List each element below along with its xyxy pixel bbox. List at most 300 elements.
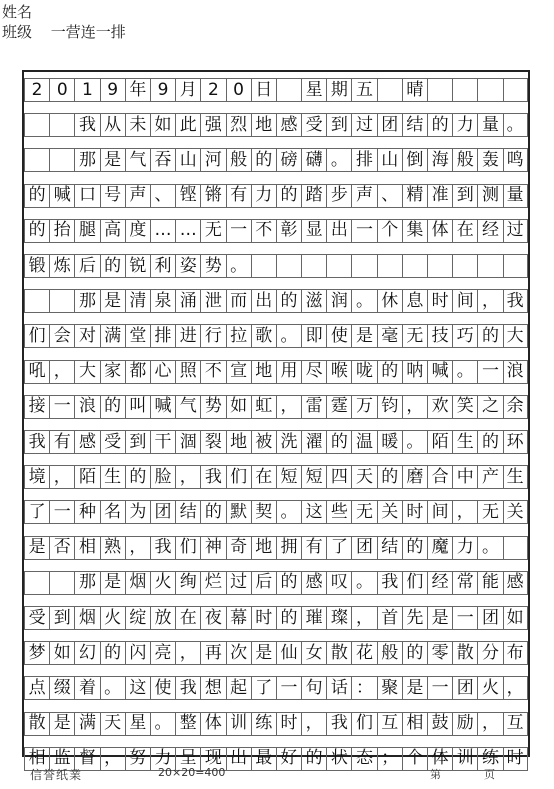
paper-line — [24, 148, 528, 172]
grid-cell: 我 — [326, 712, 351, 736]
grid-cell: 磅 — [276, 148, 301, 172]
grid-cell: 不 — [200, 360, 225, 384]
grid-cell — [477, 78, 502, 102]
paper-line — [24, 184, 528, 208]
paper-line — [24, 500, 528, 524]
grid-cell — [503, 536, 528, 560]
grid-cell: 在 — [175, 606, 200, 630]
grid-cell: 踏 — [301, 184, 326, 208]
grid-cell: 我 — [377, 571, 402, 595]
grid-cell: 吼 — [24, 360, 49, 384]
grid-cell: 团 — [377, 113, 402, 137]
grid-cell: 宣 — [226, 360, 251, 384]
paper-line — [24, 747, 528, 771]
grid-cell: 过 — [503, 219, 528, 243]
grid-cell: 一 — [226, 219, 251, 243]
grid-cell: 强 — [200, 113, 225, 137]
grid-cell: 的 — [276, 571, 301, 595]
grid-cell: 个 — [402, 747, 427, 771]
grid-cell: 默 — [226, 500, 251, 524]
grid-cell: ， — [100, 747, 125, 771]
grid-cell: 在 — [452, 219, 477, 243]
grid-cell: 轰 — [477, 148, 502, 172]
grid-cell: 这 — [301, 500, 326, 524]
grid-cell: 雷 — [301, 395, 326, 419]
grid-cell: ， — [503, 676, 528, 700]
grid-cell — [24, 571, 49, 595]
grid-cell: 想 — [200, 676, 225, 700]
grid-cell: 陌 — [427, 430, 452, 454]
grid-cell — [427, 254, 452, 278]
grid-cell: 经 — [477, 219, 502, 243]
grid-cell: 有 — [301, 536, 326, 560]
grid-cell: 。 — [503, 113, 528, 137]
grid-cell: ， — [49, 465, 74, 489]
grid-cell — [351, 254, 376, 278]
grid-cell: 叹 — [326, 571, 351, 595]
grid-cell: 布 — [503, 641, 528, 665]
grid-cell: 受 — [100, 430, 125, 454]
grid-cell: 们 — [351, 712, 376, 736]
grid-cell: 堂 — [125, 324, 150, 348]
page-suffix: 页 — [484, 768, 495, 781]
grid-cell: 关 — [503, 500, 528, 524]
grid-cell: 否 — [49, 536, 74, 560]
grid-cell: 锻 — [24, 254, 49, 278]
grid-cell — [503, 78, 528, 102]
grid-cell: 裂 — [200, 430, 225, 454]
grid-cell: 放 — [150, 606, 175, 630]
grid-cell: 。 — [226, 254, 251, 278]
grid-cell: 彰 — [276, 219, 301, 243]
grid-cell: 烟 — [74, 606, 99, 630]
grid-cell: 首 — [377, 606, 402, 630]
grid-cell: 地 — [251, 536, 276, 560]
grid-cell: 亮 — [150, 641, 175, 665]
grid-cell: 互 — [377, 712, 402, 736]
grid-cell: 的 — [24, 184, 49, 208]
grid-cell — [49, 289, 74, 313]
grid-cell: 出 — [251, 289, 276, 313]
grid-cell: 璨 — [326, 606, 351, 630]
grid-cell: 。 — [402, 430, 427, 454]
grid-cell: 团 — [477, 606, 502, 630]
grid-cell: 礴 — [301, 148, 326, 172]
grid-cell: 我 — [74, 113, 99, 137]
grid-cell: 感 — [503, 571, 528, 595]
grid-cell: 不 — [251, 219, 276, 243]
grid-cell: 仙 — [276, 641, 301, 665]
grid-cell: 准 — [427, 184, 452, 208]
grid-cell: 抬 — [49, 219, 74, 243]
grid-cell: ， — [452, 500, 477, 524]
grid-cell: 神 — [200, 536, 225, 560]
grid-cell: 尽 — [301, 360, 326, 384]
grid-cell: 团 — [452, 676, 477, 700]
grid-cell: 未 — [125, 113, 150, 137]
grid-cell: 会 — [49, 324, 74, 348]
grid-cell: 。 — [477, 536, 502, 560]
grid-cell: 幕 — [226, 606, 251, 630]
grid-cell: 些 — [326, 500, 351, 524]
grid-cell: 到 — [49, 606, 74, 630]
grid-cell: 时 — [276, 712, 301, 736]
grid-cell: 干 — [150, 430, 175, 454]
grid-cell: 点 — [24, 676, 49, 700]
grid-cell: 夜 — [200, 606, 225, 630]
name-label: 姓名 — [2, 3, 33, 21]
grid-cell: 在 — [251, 465, 276, 489]
grid-cell: 暖 — [377, 430, 402, 454]
grid-cell: 9 — [100, 78, 125, 102]
grid-cell: 的 — [377, 465, 402, 489]
grid-cell: 2 — [24, 78, 49, 102]
grid-cell: 日 — [251, 78, 276, 102]
grid-cell: 我 — [200, 465, 225, 489]
grid-cell: 的 — [276, 606, 301, 630]
grid-cell: 有 — [226, 184, 251, 208]
grid-cell: 感 — [276, 113, 301, 137]
paper-line — [24, 465, 528, 489]
grid-cell: 后 — [74, 254, 99, 278]
grid-cell: 是 — [251, 641, 276, 665]
grid-cell: 喊 — [150, 395, 175, 419]
grid-cell: 个 — [377, 219, 402, 243]
grid-cell: 的 — [477, 324, 502, 348]
grid-cell: 照 — [175, 360, 200, 384]
grid-cell: 闪 — [125, 641, 150, 665]
grid-cell: 散 — [24, 712, 49, 736]
grid-cell: 相 — [402, 712, 427, 736]
grid-cell: 的 — [276, 184, 301, 208]
grid-cell: 到 — [452, 184, 477, 208]
grid-cell: ， — [351, 606, 376, 630]
grid-cell: ， — [477, 712, 502, 736]
grid-cell: 的 — [200, 500, 225, 524]
grid-cell: 一 — [49, 500, 74, 524]
grid-cell: 力 — [452, 113, 477, 137]
grid-cell: 过 — [226, 571, 251, 595]
grid-cell: 鼓 — [427, 712, 452, 736]
grid-cell: 体 — [427, 747, 452, 771]
grid-cell: 契 — [251, 500, 276, 524]
grid-cell: 短 — [276, 465, 301, 489]
grid-cell — [452, 254, 477, 278]
grid-cell: 喉 — [326, 360, 351, 384]
grid-cell: 笑 — [452, 395, 477, 419]
grid-cell: 余 — [503, 395, 528, 419]
grid-cell: 的 — [100, 395, 125, 419]
grid-cell: 时 — [402, 500, 427, 524]
grid-cell — [276, 254, 301, 278]
grid-cell: 着 — [74, 676, 99, 700]
grid-cell — [301, 254, 326, 278]
grid-cell — [377, 78, 402, 102]
grid-cell: 烈 — [226, 113, 251, 137]
grid-cell: 火 — [150, 571, 175, 595]
grid-cell: 接 — [24, 395, 49, 419]
grid-cell: 一 — [427, 676, 452, 700]
grid-cell: 次 — [226, 641, 251, 665]
grid-cell: 对 — [74, 324, 99, 348]
grid-cell: 受 — [301, 113, 326, 137]
grid-cell: 力 — [452, 536, 477, 560]
grid-cell: 那 — [74, 148, 99, 172]
paper-line — [24, 289, 528, 313]
grid-cell: 陌 — [74, 465, 99, 489]
grid-cell: 一 — [477, 360, 502, 384]
grid-cell: 无 — [402, 324, 427, 348]
grid-cell: ， — [301, 712, 326, 736]
grid-cell: 生 — [452, 430, 477, 454]
grid-cell: 了 — [24, 500, 49, 524]
grid-cell: … — [150, 219, 175, 243]
grid-cell: 体 — [427, 219, 452, 243]
grid-cell: 量 — [503, 184, 528, 208]
grid-cell: 拥 — [276, 536, 301, 560]
page-label: 第 — [430, 768, 441, 781]
grid-cell: 无 — [477, 500, 502, 524]
grid-cell: 间 — [452, 289, 477, 313]
grid-cell: 铿 — [175, 184, 200, 208]
grid-cell: 的 — [100, 641, 125, 665]
grid-cell: 度 — [125, 219, 150, 243]
grid-cell: 势 — [200, 395, 225, 419]
grid-cell: ： — [351, 676, 376, 700]
grid-cell: … — [175, 219, 200, 243]
grid-cell: 无 — [351, 500, 376, 524]
paper-line — [24, 113, 528, 137]
grid-cell: 无 — [200, 219, 225, 243]
grid-cell: 。 — [326, 148, 351, 172]
grid-cell: 后 — [251, 571, 276, 595]
grid-cell: 是 — [100, 289, 125, 313]
grid-cell: 家 — [100, 360, 125, 384]
composition-paper — [22, 70, 530, 769]
grid-cell: 受 — [24, 606, 49, 630]
grid-cell: 们 — [24, 324, 49, 348]
grid-cell: ， — [175, 641, 200, 665]
grid-cell: 感 — [74, 430, 99, 454]
grid-cell: 一 — [49, 395, 74, 419]
grid-cell: 绽 — [125, 606, 150, 630]
grid-cell: 的 — [402, 641, 427, 665]
grid-cell — [377, 254, 402, 278]
grid-cell: 了 — [326, 536, 351, 560]
grid-cell: 团 — [150, 500, 175, 524]
grid-cell: 满 — [74, 712, 99, 736]
grid-cell: 息 — [402, 289, 427, 313]
grid-cell: 的 — [301, 747, 326, 771]
grid-cell: 出 — [226, 747, 251, 771]
grid-cell: 期 — [326, 78, 351, 102]
grid-cell: 涸 — [175, 430, 200, 454]
paper-line — [24, 254, 528, 278]
grid-cell: 技 — [427, 324, 452, 348]
grid-cell: 了 — [251, 676, 276, 700]
grid-cell: 那 — [74, 571, 99, 595]
grid-cell: 的 — [326, 430, 351, 454]
grid-cell: 话 — [326, 676, 351, 700]
grid-cell: ， — [175, 465, 200, 489]
paper-line — [24, 676, 528, 700]
grid-cell: 是 — [100, 571, 125, 595]
date-line — [24, 78, 528, 102]
grid-cell: 的 — [477, 430, 502, 454]
grid-cell: 一 — [351, 219, 376, 243]
grid-cell: 的 — [402, 536, 427, 560]
grid-cell: 璀 — [301, 606, 326, 630]
grid-cell: 五 — [351, 78, 376, 102]
grid-cell: 的 — [125, 465, 150, 489]
grid-cell: 那 — [74, 289, 99, 313]
grid-cell: 起 — [226, 676, 251, 700]
grid-cell: 声 — [351, 184, 376, 208]
grid-cell: 势 — [200, 254, 225, 278]
grid-cell: 的 — [377, 360, 402, 384]
grid-cell: 们 — [402, 571, 427, 595]
grid-cell: 。 — [276, 500, 301, 524]
grid-cell: 歌 — [251, 324, 276, 348]
grid-cell: 先 — [402, 606, 427, 630]
grid-cell: 力 — [251, 184, 276, 208]
grid-cell — [326, 254, 351, 278]
grid-cell: 名 — [100, 500, 125, 524]
grid-cell: 状 — [326, 747, 351, 771]
paper-line — [24, 395, 528, 419]
grid-cell: 此 — [175, 113, 200, 137]
grid-cell: 鸣 — [503, 148, 528, 172]
grid-cell: 霆 — [326, 395, 351, 419]
grid-cell: 我 — [175, 676, 200, 700]
grid-cell: 口 — [74, 184, 99, 208]
grid-cell: 叫 — [125, 395, 150, 419]
grid-cell: 出 — [326, 219, 351, 243]
grid-cell: 的 — [100, 254, 125, 278]
grid-cell: 行 — [200, 324, 225, 348]
grid-cell: 锐 — [125, 254, 150, 278]
grid-cell: ， — [276, 395, 301, 419]
grid-cell: 虹 — [251, 395, 276, 419]
grid-cell: 。 — [150, 712, 175, 736]
grid-cell: ， — [402, 395, 427, 419]
grid-cell: 如 — [503, 606, 528, 630]
grid-cell: 时 — [251, 606, 276, 630]
grid-cell: 练 — [251, 712, 276, 736]
grid-cell: ， — [125, 536, 150, 560]
grid-cell — [503, 254, 528, 278]
grid-cell: 过 — [351, 113, 376, 137]
grid-cell: 腿 — [74, 219, 99, 243]
grid-cell: 炼 — [49, 254, 74, 278]
grid-cell: 万 — [351, 395, 376, 419]
grid-cell: 句 — [301, 676, 326, 700]
grid-cell: 能 — [477, 571, 502, 595]
grid-cell: 是 — [402, 676, 427, 700]
grid-cell: 练 — [477, 747, 502, 771]
grid-cell: 如 — [226, 395, 251, 419]
grid-cell: 是 — [100, 148, 125, 172]
grid-cell: 晴 — [402, 78, 427, 102]
grid-cell: 脸 — [150, 465, 175, 489]
grid-cell: 体 — [200, 712, 225, 736]
grid-cell: 都 — [125, 360, 150, 384]
grid-cell: 磨 — [402, 465, 427, 489]
grid-cell: 大 — [74, 360, 99, 384]
grid-cell — [24, 289, 49, 313]
grid-cell: 的 — [251, 148, 276, 172]
grid-cell: 烂 — [200, 571, 225, 595]
grid-cell: 合 — [427, 465, 452, 489]
grid-cell: 有 — [49, 430, 74, 454]
grid-cell: 星 — [125, 712, 150, 736]
grid-cell: 零 — [427, 641, 452, 665]
grid-cell: ， — [477, 289, 502, 313]
grid-cell: 是 — [49, 712, 74, 736]
grid-cell — [49, 571, 74, 595]
grid-cell: 火 — [477, 676, 502, 700]
grid-cell: 聚 — [377, 676, 402, 700]
grid-cell: 排 — [351, 148, 376, 172]
grid-cell: ； — [377, 747, 402, 771]
grid-cell: 、 — [377, 184, 402, 208]
grid-cell: 生 — [503, 465, 528, 489]
paper-line — [24, 430, 528, 454]
grid-cell: 四 — [326, 465, 351, 489]
grid-cell — [427, 78, 452, 102]
class-label: 班级 — [2, 23, 33, 41]
grid-cell: 山 — [377, 148, 402, 172]
grid-cell: 如 — [150, 113, 175, 137]
grid-cell: 气 — [125, 148, 150, 172]
grid-cell: 量 — [477, 113, 502, 137]
grid-cell: 洗 — [276, 430, 301, 454]
grid-cell: 般 — [377, 641, 402, 665]
grid-cell: 是 — [427, 606, 452, 630]
class-label-line — [2, 22, 126, 42]
paper-line — [24, 219, 528, 243]
grid-cell: 被 — [251, 430, 276, 454]
grid-cell: 0 — [49, 78, 74, 102]
grid-cell: 绚 — [175, 571, 200, 595]
grid-cell: 滋 — [301, 289, 326, 313]
grid-cell: 般 — [452, 148, 477, 172]
grid-cell: 2 — [200, 78, 225, 102]
grid-cell: 结 — [377, 536, 402, 560]
grid-cell: 我 — [24, 430, 49, 454]
grid-cell: 拉 — [226, 324, 251, 348]
grid-cell: 励 — [452, 712, 477, 736]
paper-brand: 信誉纸業 — [30, 768, 83, 782]
grid-cell: 、 — [150, 184, 175, 208]
grid-cell: 一 — [452, 606, 477, 630]
grid-cell: 相 — [24, 747, 49, 771]
grid-cell: 感 — [301, 571, 326, 595]
name-label-line — [2, 2, 126, 22]
grid-cell: 使 — [150, 676, 175, 700]
grid-cell: 毫 — [377, 324, 402, 348]
grid-cell: 声 — [125, 184, 150, 208]
grid-cell: 姿 — [175, 254, 200, 278]
grid-cell: 。 — [100, 676, 125, 700]
grid-cell: 的 — [24, 219, 49, 243]
grid-cell: 海 — [427, 148, 452, 172]
grid-cell: 。 — [351, 289, 376, 313]
grid-cell: 气 — [175, 395, 200, 419]
grid-cell: 咙 — [351, 360, 376, 384]
grid-cell: 为 — [125, 500, 150, 524]
grid-cell: 利 — [150, 254, 175, 278]
